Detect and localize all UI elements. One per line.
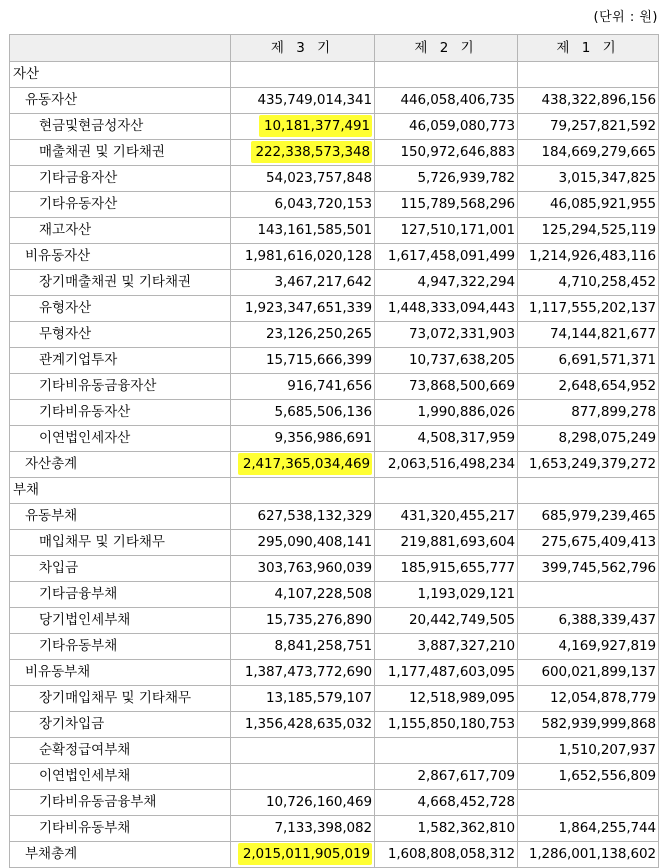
value-cell-period-2: 1,193,029,121	[375, 582, 518, 608]
value-cell-period-3: 1,923,347,651,339	[231, 296, 375, 322]
table-row	[10, 400, 659, 426]
header-label-column	[10, 35, 231, 62]
row-label: 장기매입채무 및 기타채무	[10, 686, 231, 712]
row-label: 자산	[10, 62, 231, 88]
row-label: 비유동자산	[10, 244, 231, 270]
value-cell-period-3: 13,185,579,107	[231, 686, 375, 712]
table-body	[10, 62, 659, 868]
value-cell-period-1: 275,675,409,413	[518, 530, 659, 556]
table-row	[10, 608, 659, 634]
value-cell-period-2: 2,063,516,498,234	[375, 452, 518, 478]
value-cell-period-3: 627,538,132,329	[231, 504, 375, 530]
value-cell-period-1: 8,298,075,249	[518, 426, 659, 452]
table-row	[10, 790, 659, 816]
value-cell-period-1	[518, 478, 659, 504]
row-label: 부채총계	[10, 842, 231, 868]
value-cell-period-1: 6,388,339,437	[518, 608, 659, 634]
value-cell-period-3: 1,981,616,020,128	[231, 244, 375, 270]
table-row	[10, 322, 659, 348]
value-cell-period-1: 685,979,239,465	[518, 504, 659, 530]
row-label: 이연법인세부채	[10, 764, 231, 790]
row-label: 유형자산	[10, 296, 231, 322]
table-row	[10, 556, 659, 582]
row-label: 부채	[10, 478, 231, 504]
table-row	[10, 530, 659, 556]
value-cell-period-3: 7,133,398,082	[231, 816, 375, 842]
value-cell-period-3: 6,043,720,153	[231, 192, 375, 218]
value-cell-period-2: 10,737,638,205	[375, 348, 518, 374]
table-row	[10, 296, 659, 322]
table-row	[10, 114, 659, 140]
value-cell-period-2: 20,442,749,505	[375, 608, 518, 634]
value-cell-period-3: 916,741,656	[231, 374, 375, 400]
value-cell-period-1: 2,648,654,952	[518, 374, 659, 400]
value-cell-period-3	[231, 140, 375, 166]
value-cell-period-1: 438,322,896,156	[518, 88, 659, 114]
value-cell-period-2: 446,058,406,735	[375, 88, 518, 114]
row-label: 재고자산	[10, 218, 231, 244]
row-label: 현금및현금성자산	[10, 114, 231, 140]
row-label: 장기매출채권 및 기타채권	[10, 270, 231, 296]
value-cell-period-1: 79,257,821,592	[518, 114, 659, 140]
row-label: 유동자산	[10, 88, 231, 114]
table-row	[10, 166, 659, 192]
row-label: 기타비유동금융자산	[10, 374, 231, 400]
row-label: 기타유동자산	[10, 192, 231, 218]
header-period-3: 제 3 기	[231, 35, 375, 62]
highlighted-value: 2,015,011,905,019	[238, 843, 372, 865]
value-cell-period-1: 877,899,278	[518, 400, 659, 426]
value-cell-period-3: 295,090,408,141	[231, 530, 375, 556]
row-label: 매출채권 및 기타채권	[10, 140, 231, 166]
value-cell-period-1: 399,745,562,796	[518, 556, 659, 582]
value-cell-period-1: 600,021,899,137	[518, 660, 659, 686]
row-label: 기타비유동부채	[10, 816, 231, 842]
table-row	[10, 504, 659, 530]
table-row	[10, 842, 659, 868]
value-cell-period-2: 1,617,458,091,499	[375, 244, 518, 270]
highlighted-value: 10,181,377,491	[259, 115, 372, 137]
value-cell-period-3: 3,467,217,642	[231, 270, 375, 296]
value-cell-period-3: 9,356,986,691	[231, 426, 375, 452]
value-cell-period-3: 15,715,666,399	[231, 348, 375, 374]
value-cell-period-2: 115,789,568,296	[375, 192, 518, 218]
value-cell-period-2: 46,059,080,773	[375, 114, 518, 140]
value-cell-period-3: 8,841,258,751	[231, 634, 375, 660]
row-label: 매입채무 및 기타채무	[10, 530, 231, 556]
value-cell-period-3: 10,726,160,469	[231, 790, 375, 816]
value-cell-period-3	[231, 738, 375, 764]
value-cell-period-2: 127,510,171,001	[375, 218, 518, 244]
value-cell-period-2	[375, 478, 518, 504]
row-label: 유동부채	[10, 504, 231, 530]
value-cell-period-2: 219,881,693,604	[375, 530, 518, 556]
value-cell-period-1: 1,653,249,379,272	[518, 452, 659, 478]
header-period-2: 제 2 기	[375, 35, 518, 62]
value-cell-period-2: 73,868,500,669	[375, 374, 518, 400]
header-period-1: 제 1 기	[518, 35, 659, 62]
table-row	[10, 712, 659, 738]
value-cell-period-3: 23,126,250,265	[231, 322, 375, 348]
value-cell-period-3	[231, 452, 375, 478]
row-label: 기타비유동자산	[10, 400, 231, 426]
value-cell-period-2: 185,915,655,777	[375, 556, 518, 582]
value-cell-period-2: 4,508,317,959	[375, 426, 518, 452]
row-label: 비유동부채	[10, 660, 231, 686]
value-cell-period-2: 1,990,886,026	[375, 400, 518, 426]
table-row	[10, 816, 659, 842]
value-cell-period-2: 1,608,808,058,312	[375, 842, 518, 868]
header-row	[10, 35, 659, 62]
table-row	[10, 374, 659, 400]
row-label: 관계기업투자	[10, 348, 231, 374]
value-cell-period-2	[375, 738, 518, 764]
table-row	[10, 738, 659, 764]
value-cell-period-2: 4,668,452,728	[375, 790, 518, 816]
value-cell-period-1: 74,144,821,677	[518, 322, 659, 348]
table-row	[10, 686, 659, 712]
value-cell-period-2: 3,887,327,210	[375, 634, 518, 660]
row-label: 장기차입금	[10, 712, 231, 738]
value-cell-period-2: 4,947,322,294	[375, 270, 518, 296]
value-cell-period-3: 1,356,428,635,032	[231, 712, 375, 738]
value-cell-period-3: 1,387,473,772,690	[231, 660, 375, 686]
row-label: 기타유동부채	[10, 634, 231, 660]
balance-sheet-table	[9, 34, 659, 868]
table-row	[10, 270, 659, 296]
value-cell-period-1: 1,286,001,138,602	[518, 842, 659, 868]
value-cell-period-1: 1,214,926,483,116	[518, 244, 659, 270]
value-cell-period-3: 54,023,757,848	[231, 166, 375, 192]
row-label: 차입금	[10, 556, 231, 582]
value-cell-period-2: 431,320,455,217	[375, 504, 518, 530]
value-cell-period-2: 1,448,333,094,443	[375, 296, 518, 322]
value-cell-period-3: 435,749,014,341	[231, 88, 375, 114]
value-cell-period-2: 1,155,850,180,753	[375, 712, 518, 738]
value-cell-period-2: 2,867,617,709	[375, 764, 518, 790]
value-cell-period-1: 4,710,258,452	[518, 270, 659, 296]
value-cell-period-1: 1,117,555,202,137	[518, 296, 659, 322]
table-row	[10, 140, 659, 166]
row-label: 자산총계	[10, 452, 231, 478]
value-cell-period-3: 15,735,276,890	[231, 608, 375, 634]
highlighted-value: 2,417,365,034,469	[238, 453, 372, 475]
value-cell-period-1	[518, 62, 659, 88]
value-cell-period-1: 4,169,927,819	[518, 634, 659, 660]
table-row	[10, 582, 659, 608]
value-cell-period-1: 184,669,279,665	[518, 140, 659, 166]
table-row	[10, 218, 659, 244]
value-cell-period-2: 1,582,362,810	[375, 816, 518, 842]
value-cell-period-2	[375, 62, 518, 88]
row-label: 기타비유동금융부채	[10, 790, 231, 816]
value-cell-period-1: 12,054,878,779	[518, 686, 659, 712]
value-cell-period-2: 12,518,989,095	[375, 686, 518, 712]
table-row	[10, 426, 659, 452]
table-row	[10, 660, 659, 686]
value-cell-period-1	[518, 582, 659, 608]
table-row	[10, 478, 659, 504]
highlighted-value: 222,338,573,348	[251, 141, 372, 163]
table-row	[10, 452, 659, 478]
value-cell-period-1: 582,939,999,868	[518, 712, 659, 738]
unit-label: (단위 : 원)	[593, 10, 658, 25]
value-cell-period-1: 46,085,921,955	[518, 192, 659, 218]
value-cell-period-3: 143,161,585,501	[231, 218, 375, 244]
value-cell-period-1: 6,691,571,371	[518, 348, 659, 374]
value-cell-period-3	[231, 842, 375, 868]
row-label: 기타금융부채	[10, 582, 231, 608]
value-cell-period-1: 125,294,525,119	[518, 218, 659, 244]
value-cell-period-3: 5,685,506,136	[231, 400, 375, 426]
value-cell-period-1: 1,864,255,744	[518, 816, 659, 842]
table-row	[10, 634, 659, 660]
value-cell-period-3	[231, 62, 375, 88]
table-row	[10, 62, 659, 88]
row-label: 순확정급여부채	[10, 738, 231, 764]
value-cell-period-3	[231, 114, 375, 140]
table-row	[10, 764, 659, 790]
table-row	[10, 88, 659, 114]
table-row	[10, 348, 659, 374]
table-row	[10, 192, 659, 218]
row-label: 무형자산	[10, 322, 231, 348]
value-cell-period-3	[231, 764, 375, 790]
value-cell-period-2: 1,177,487,603,095	[375, 660, 518, 686]
value-cell-period-1: 1,510,207,937	[518, 738, 659, 764]
value-cell-period-3: 4,107,228,508	[231, 582, 375, 608]
value-cell-period-2: 150,972,646,883	[375, 140, 518, 166]
row-label: 당기법인세부채	[10, 608, 231, 634]
value-cell-period-1: 1,652,556,809	[518, 764, 659, 790]
value-cell-period-3	[231, 478, 375, 504]
table-row	[10, 244, 659, 270]
value-cell-period-2: 73,072,331,903	[375, 322, 518, 348]
row-label: 이연법인세자산	[10, 426, 231, 452]
value-cell-period-2: 5,726,939,782	[375, 166, 518, 192]
row-label: 기타금융자산	[10, 166, 231, 192]
value-cell-period-1: 3,015,347,825	[518, 166, 659, 192]
value-cell-period-1	[518, 790, 659, 816]
value-cell-period-3: 303,763,960,039	[231, 556, 375, 582]
